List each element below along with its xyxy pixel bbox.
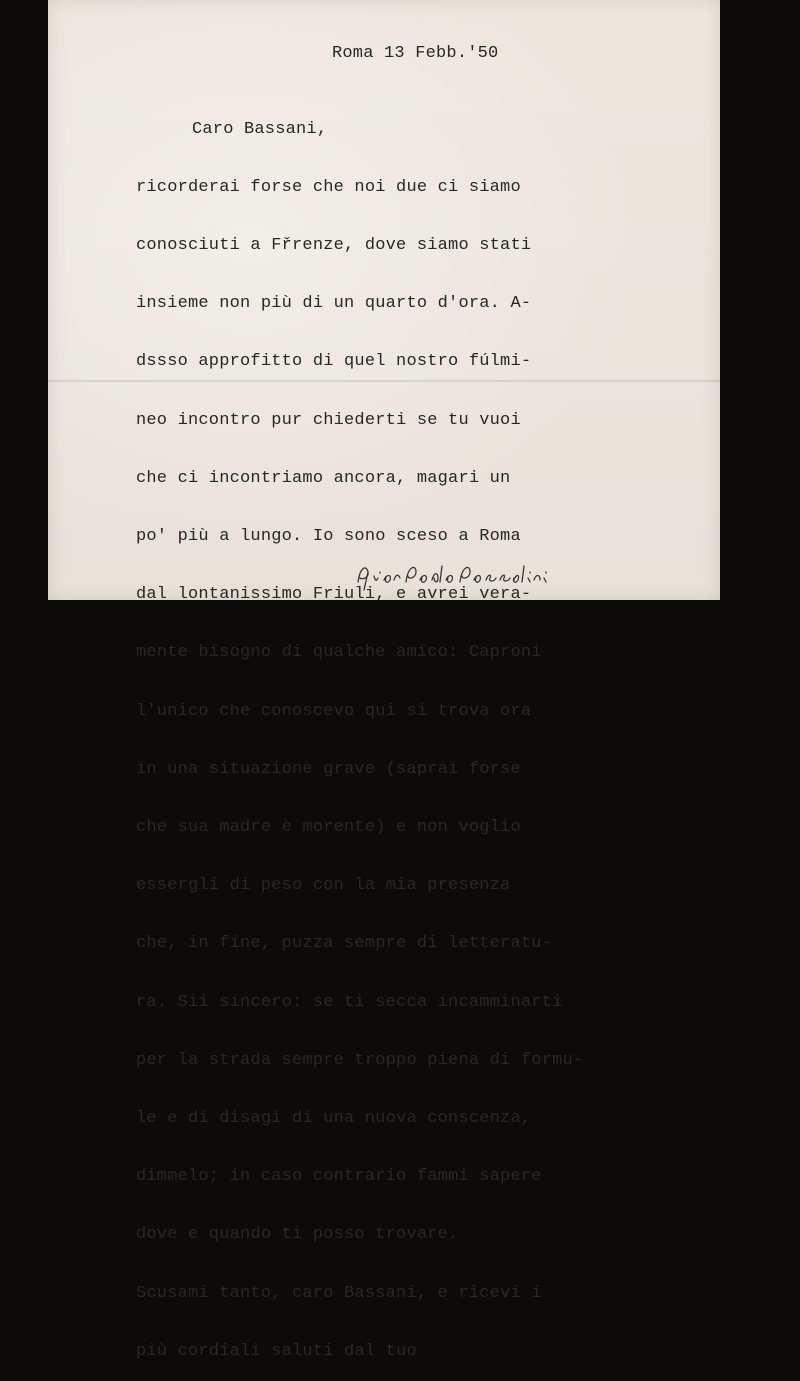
letter-line: ra. Sii sincero: se ti secca incamminarti xyxy=(136,992,563,1012)
letter-salutation: Caro Bassani, xyxy=(192,120,328,139)
letter-line: più cordiali saluti dal tuo xyxy=(136,1341,417,1361)
letter-line: dal lontanissimo Friuli, e avrei vera- xyxy=(136,585,532,605)
letter-line: neo incontro pur chiederti se tu vuoi xyxy=(136,410,521,430)
letter-line: insieme non più di un quarto d'ora. A- xyxy=(136,294,532,314)
letter-line: in una situazione grave (saprai forse xyxy=(136,759,521,779)
handwritten-signature xyxy=(350,558,550,592)
letter-line: per la strada sempre troppo piena di formu- xyxy=(136,1050,584,1070)
letter-line: che sua madre è morente) e non voglio xyxy=(136,818,521,838)
letter-line: l'unico che conoscevo qui si trova ora xyxy=(136,701,532,721)
letter-line: che ci incontriamo ancora, magari un xyxy=(136,468,511,488)
letter-line: conosciuti a Fřrenze, dove siamo stati xyxy=(136,236,532,256)
letter-line: essergli di peso con la mia presenza xyxy=(136,876,511,896)
letter-line: Scusami tanto, caro Bassani, e ricevi i xyxy=(136,1283,542,1303)
letter-body xyxy=(136,139,583,1381)
letter-line: mente bisogno di qualche amico: Caproni xyxy=(136,643,542,663)
letter-line: le e di disagi di una nuova conscenza, xyxy=(136,1109,532,1129)
letter-line: che, in fine, puzza sempre di letteratu- xyxy=(136,934,553,954)
letter-line: ricorderai forse che noi due ci siamo xyxy=(136,177,521,197)
letter-line: po' più a lungo. Io sono sceso a Roma xyxy=(136,527,521,547)
letter-date: Roma 13 Febb.'50 xyxy=(332,44,499,63)
letter-line: dove e quando ti posso trovare. xyxy=(136,1225,459,1245)
letter-line: dimmelo; in caso contrario fammi sapere xyxy=(136,1167,542,1187)
letter-line: dssso approfitto di quel nostro fúlmi- xyxy=(136,352,532,372)
